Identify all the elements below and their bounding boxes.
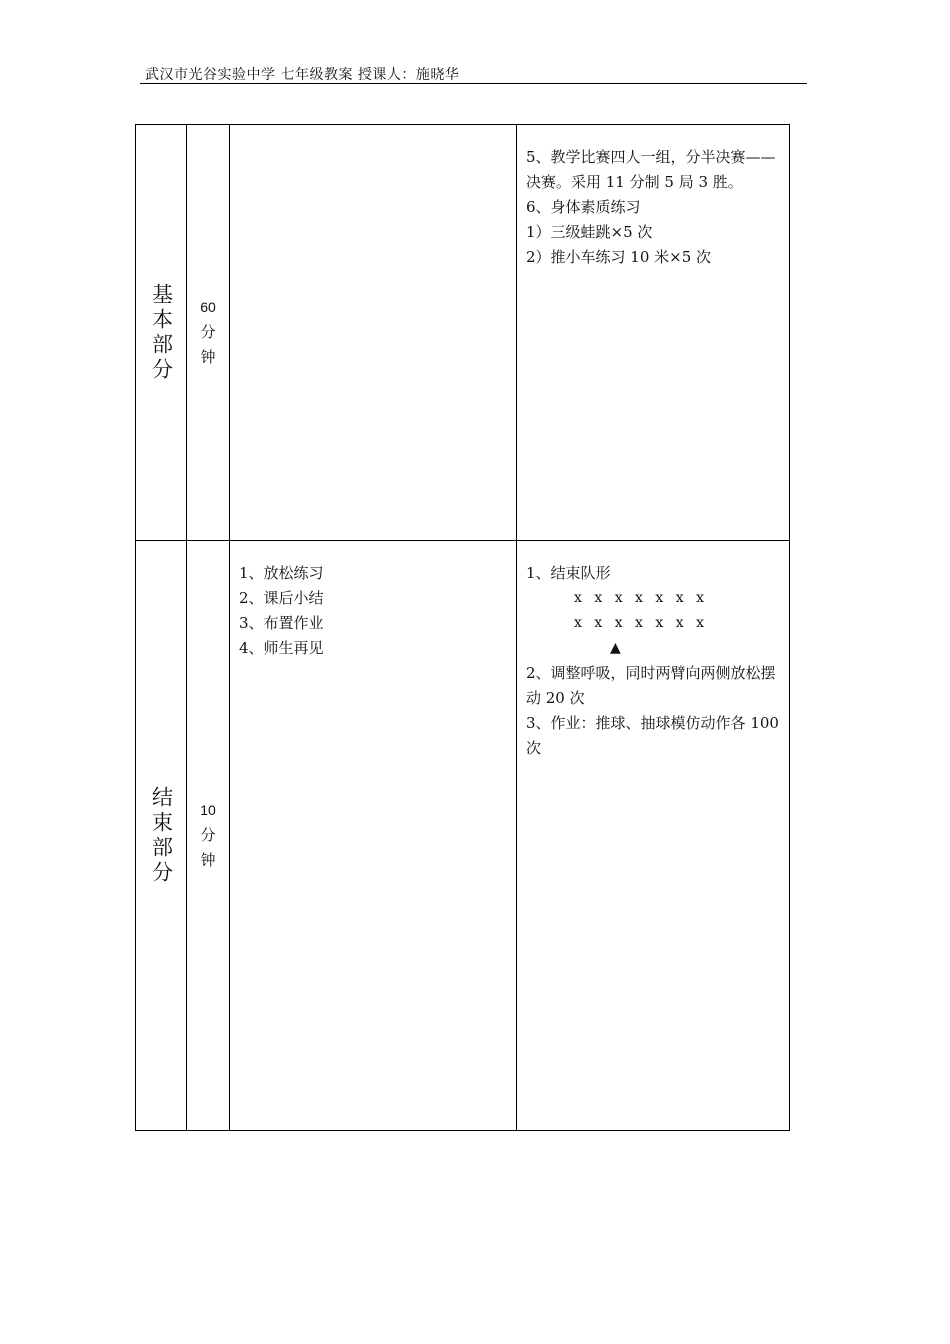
method-line: 1、结束队形 [526, 564, 611, 582]
duration-unit: 分 [200, 323, 216, 341]
content-cell [230, 125, 517, 541]
lesson-plan-table [135, 124, 790, 1131]
method-cell [517, 541, 790, 1131]
section-cell [136, 541, 187, 1131]
duration-unit: 钟 [200, 851, 216, 869]
section-label: 结束部分 [149, 785, 174, 886]
duration-unit: 分 [200, 826, 216, 844]
method-line: 1）三级蛙跳×5 次 [526, 223, 653, 241]
duration-number: 60 [200, 299, 216, 315]
method-line: 3、作业：推球、抽球模仿动作各 100 次 [526, 714, 779, 757]
content-line: 4、师生再见 [239, 639, 324, 657]
formation-row: x x x x x x x [574, 615, 708, 631]
duration-cell [187, 125, 230, 541]
table-row [136, 125, 790, 541]
duration-unit: 钟 [200, 348, 216, 366]
method-line: 6、身体素质练习 [526, 198, 641, 216]
content-line: 1、放松练习 [239, 564, 324, 582]
content-cell [230, 541, 517, 1131]
content-line: 2、课后小结 [239, 589, 324, 607]
section-label: 基本部分 [149, 282, 174, 383]
duration-cell [187, 541, 230, 1131]
duration-number: 10 [200, 802, 216, 818]
content-line: 3、布置作业 [239, 614, 324, 632]
section-cell [136, 125, 187, 541]
method-cell [517, 125, 790, 541]
method-line: 2、调整呼吸，同时两臂向两侧放松摆动 20 次 [526, 664, 776, 707]
formation-row: x x x x x x x [574, 590, 708, 606]
teacher-position-icon: ▲ [610, 640, 621, 656]
method-line: 2）推小车练习 10 米×5 次 [526, 248, 712, 266]
header-divider [140, 83, 807, 84]
table-row [136, 541, 790, 1131]
page-header: 武汉市光谷实验中学 七年级教案 授课人：施晓华 [145, 67, 460, 83]
method-line: 5、教学比赛四人一组，分半决赛——决赛。采用 11 分制 5 局 3 胜。 [526, 148, 776, 191]
